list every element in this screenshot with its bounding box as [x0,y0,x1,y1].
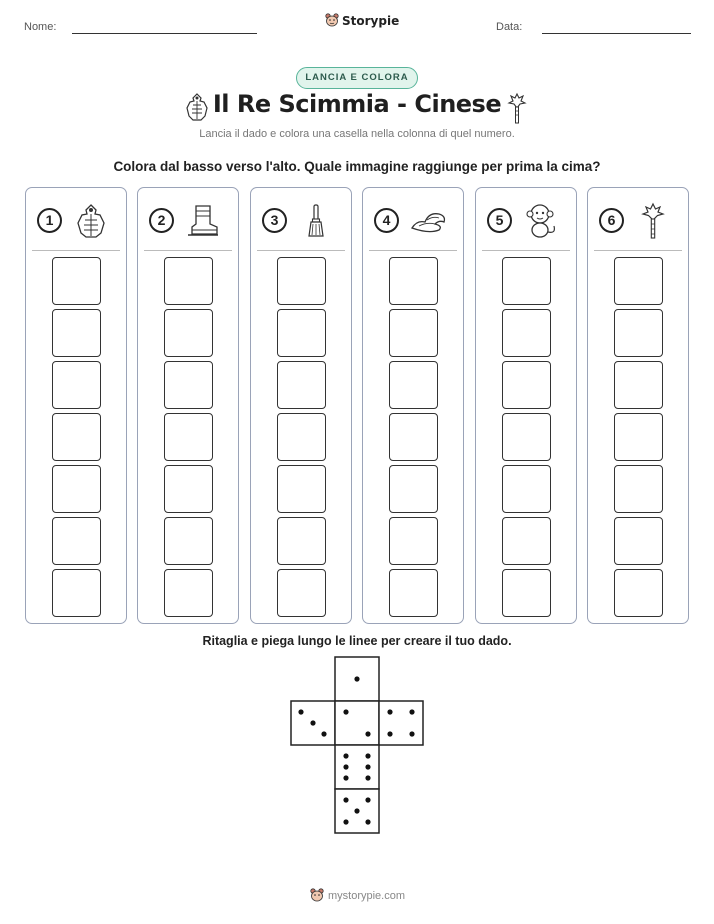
color-cell[interactable] [277,309,326,357]
subtitle: Lancia il dado e colora una casella nella colonna di quel numero. [199,128,515,140]
color-cell[interactable] [389,413,438,461]
color-cell[interactable] [52,361,101,409]
color-cell[interactable] [277,257,326,305]
color-cell[interactable] [389,517,438,565]
color-cell[interactable] [614,309,663,357]
color-cell[interactable] [52,413,101,461]
die-face-2 [335,701,379,745]
number-badge: 1 [37,208,62,233]
color-cell[interactable] [614,569,663,617]
die-face-6 [335,745,379,789]
cloud-icon [409,202,447,240]
color-cell[interactable] [277,517,326,565]
color-cell[interactable] [614,257,663,305]
color-cell[interactable] [502,465,551,513]
color-cell[interactable] [164,517,213,565]
cut-instruction: Ritaglia e piega lungo le linee per creare il tuo dado. [202,634,512,648]
die-face-4 [379,701,423,745]
staff-icon [507,92,527,124]
color-cell[interactable] [52,517,101,565]
name-line[interactable] [72,33,257,34]
die-face-3 [291,701,335,745]
color-cell[interactable] [164,361,213,409]
column-6 [587,187,689,624]
column-header [251,188,351,250]
color-cell[interactable] [164,257,213,305]
date-line[interactable] [542,33,691,34]
column-1 [25,187,127,624]
color-cell[interactable] [389,465,438,513]
number-badge: 3 [262,208,287,233]
color-cell[interactable] [502,361,551,409]
footer-url[interactable]: mystorypie.com [328,889,406,902]
color-cell[interactable] [502,309,551,357]
staff-icon [634,202,672,240]
color-cell[interactable] [389,361,438,409]
column-2 [137,187,239,624]
color-cell[interactable] [164,413,213,461]
color-cell[interactable] [164,465,213,513]
column-header [363,188,463,250]
brand-name: Storypie [342,13,400,28]
color-cell[interactable] [389,309,438,357]
color-cell[interactable] [389,569,438,617]
column-header [588,188,688,250]
color-cell[interactable] [614,413,663,461]
name-label: Nome: [24,21,57,33]
color-cell[interactable] [502,517,551,565]
color-cell[interactable] [277,361,326,409]
color-cell[interactable] [52,465,101,513]
color-cell[interactable] [164,309,213,357]
number-badge: 4 [374,208,399,233]
activity-badge: LANCIA E COLORA [296,67,418,89]
color-cell[interactable] [52,309,101,357]
color-cell[interactable] [614,517,663,565]
footer [310,888,405,903]
color-cell[interactable] [52,569,101,617]
column-header [138,188,238,250]
column-5 [475,187,577,624]
mascot-icon [325,13,339,28]
date-label: Data: [496,21,523,33]
number-badge: 5 [487,208,512,233]
color-cell[interactable] [614,465,663,513]
color-cell[interactable] [502,257,551,305]
die-face-5 [335,789,379,833]
mascot-icon [310,888,324,903]
color-cell[interactable] [277,569,326,617]
brand-logo [325,13,399,28]
die-face-1 [335,657,379,701]
color-cell[interactable] [614,361,663,409]
color-cell[interactable] [164,569,213,617]
color-cell[interactable] [502,569,551,617]
column-4 [362,187,464,624]
boot-icon [184,202,222,240]
color-cell[interactable] [52,257,101,305]
monkey-icon [522,202,560,240]
color-cell[interactable] [277,465,326,513]
page-title: Il Re Scimmia - Cinese [212,90,502,118]
column-3 [250,187,352,624]
color-cell[interactable] [389,257,438,305]
armor-icon [72,202,110,240]
color-cell[interactable] [502,413,551,461]
brush-icon [297,202,335,240]
column-header [26,188,126,250]
number-badge: 6 [599,208,624,233]
instruction-text: Colora dal basso verso l'alto. Quale immagine raggiunge per prima la cima? [113,159,601,174]
race-columns [25,187,689,624]
number-badge: 2 [149,208,174,233]
color-cell[interactable] [277,413,326,461]
column-header [476,188,576,250]
